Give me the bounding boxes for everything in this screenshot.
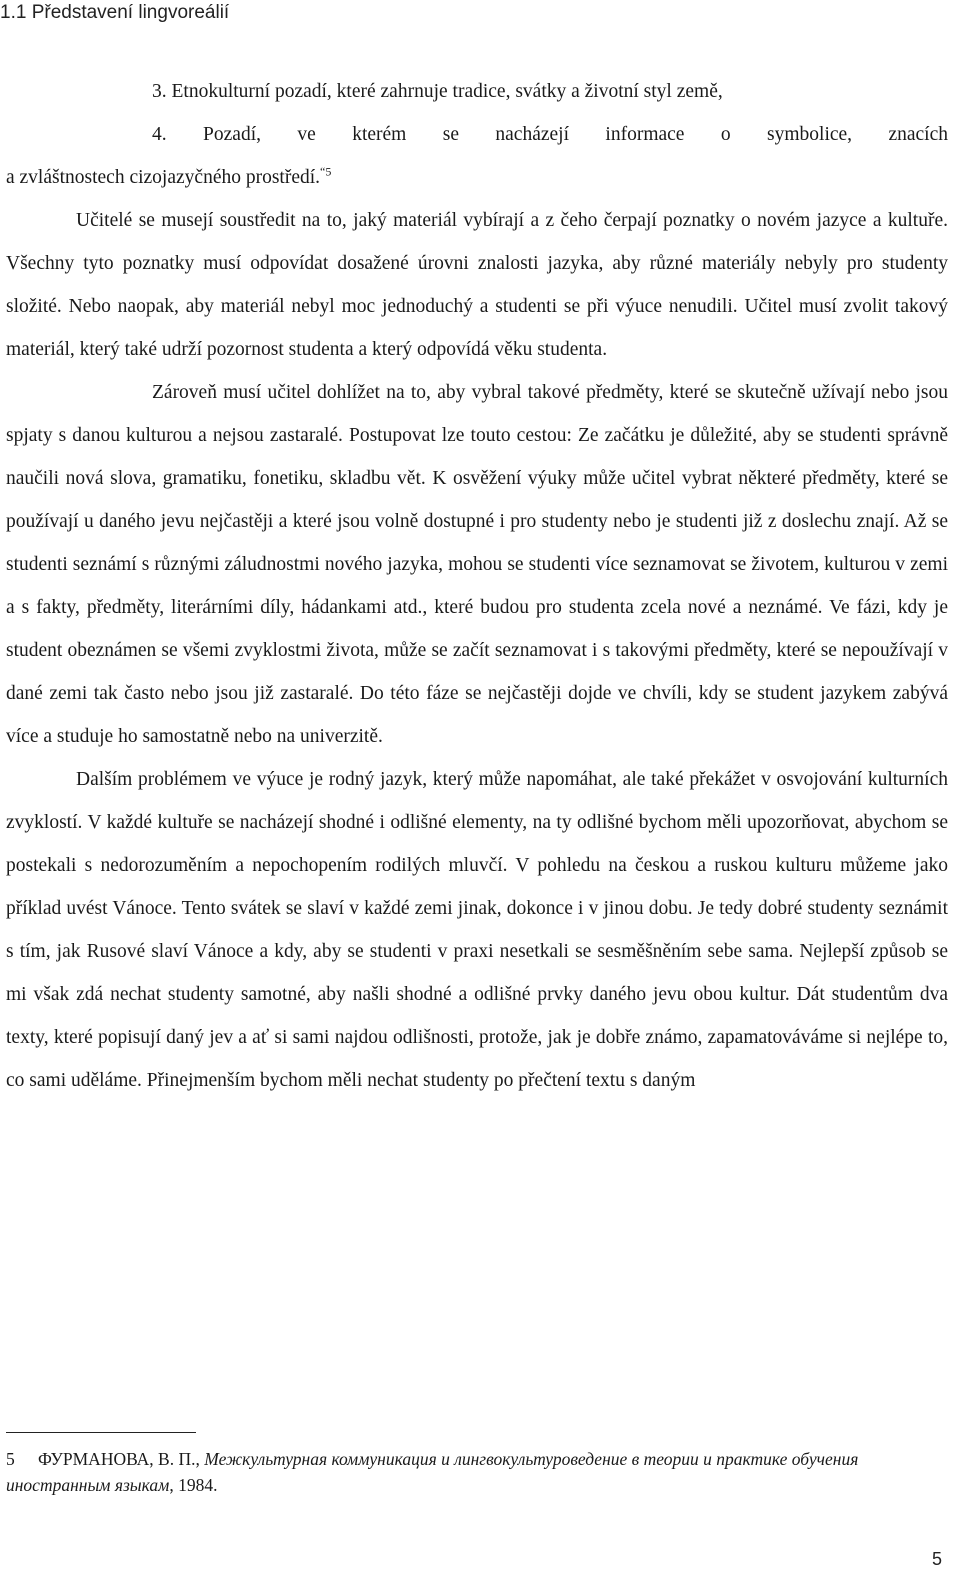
page-number: 5: [931, 1549, 942, 1569]
section-header: 1.1 Představení lingvoreálií: [0, 2, 230, 23]
footnote-reference: “5: [320, 164, 332, 179]
paragraph-1: Učitelé se musejí soustředit na to, jaký materiál vybírají a z čeho čerpají poznatky o novém jazyce a kultuře. Všechny tyto poznatky musí odpovídat dosažené úrovni znalosti jazyka, aby různé materiály nebyly pro studenty složité. Nebo naopak, aby materiál nebyl moc jednoduchý a studenti se při výuce nenudili. Učitel musí zvolit takový materiál, který také udrží pozornost studenta a který odpovídá věku studenta.: [6, 210, 948, 360]
footnote-number: 5: [6, 1449, 15, 1469]
list-item-4-continuation: [6, 156, 948, 199]
footnote-author: ФУРМАНОВА, В. П.,: [38, 1449, 200, 1469]
footnote-year: , 1984.: [169, 1475, 218, 1495]
footnote-divider: [6, 1432, 196, 1433]
footnote: [6, 1446, 941, 1498]
footnote-title: Межкультурная коммуникация и лингвокультуроведение в теории и практике обучения иностранным языкам: [6, 1449, 859, 1495]
list-item-4: 4. Pozadí, ve kterém se nacházejí informace o symbolice, znacích: [152, 124, 948, 145]
list-item-3: 3. Etnokulturní pozadí, které zahrnuje tradice, svátky a životní styl země,: [152, 81, 723, 102]
list-item-4-end: a zvláštnostech cizojazyčného prostředí.: [6, 167, 321, 188]
body-text: [6, 70, 948, 1102]
paragraph-3: Dalším problémem ve výuce je rodný jazyk, který může napomáhat, ale také překážet v osvojování kulturních zvyklostí. V každé kultuře se nacházejí shodné i odlišné elementy, na ty odlišné bychom měli upozorňovat, abychom se postekali s nedorozuměním a nepochopením rodilých mluvčí. V pohledu na českou a ruskou kulturu můžeme jako příklad uvést Vánoce. Tento svátek se slaví v každé zemi jinak, dokonce i v jinou dobu. Je tedy dobré studenty seznámit s tím, jak Rusové slaví Vánoce a kdy, aby se studenti v praxi nesetkali se sesměšněním sebe sama. Nejlepší způsob se mi však zdá nechat studenty samotné, aby našli shodné a odlišné prvky daného jevu obou kultur. Dát studentům dva texty, které popisují daný jev a ať si sami najdou odlišnosti, protože, jak je dobře známo, zapamatováváme si nejlépe to, co sami uděláme. Přinejmenším bychom měli nechat studenty po přečtení textu s daným: [6, 769, 948, 1091]
paragraph-2: Zároveň musí učitel dohlížet na to, aby vybral takové předměty, které se skutečně užívají nebo jsou spjaty s danou kulturou a nejsou zastaralé. Postupovat lze touto cestou: Ze začátku je důležité, aby se studenti správně naučili nová slova, gramatiku, fonetiku, skladbu vět. K osvěžení výuky může učitel vybrat některé předměty, které se používají u daného jevu nejčastěji a které jsou volně dostupné i pro studenty nebo je studenti již z doslechu znají. Až se studenti seznámí s různými záludnostmi nového jazyka, mohou se studenti více seznamovat se životem, kulturou v zemi a s fakty, předměty, literárními díly, hádankami atd., které budou pro studenta zcela nové a neznámé. Ve fázi, kdy je student obeznámen se všemi zvyklostmi života, může se začít seznamovat i s takovými předměty, které se nepoužívají v dané zemi tak často nebo jsou již zastaralé. Do této fáze se nejčastěji dojde ve chvíli, kdy se student jazykem zabývá více a studuje ho samostatně nebo na univerzitě.: [6, 382, 948, 747]
